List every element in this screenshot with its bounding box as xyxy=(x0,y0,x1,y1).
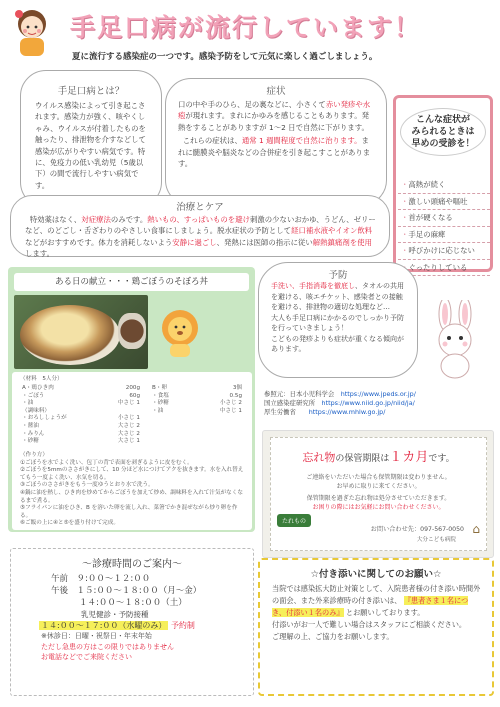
warning-item: ・ 首が硬くなる xyxy=(398,210,490,227)
hours-time: １５:００〜１８:００（月〜金） xyxy=(76,586,202,596)
reference-row xyxy=(264,408,494,417)
warning-item: ・ 呼びかけに応じない xyxy=(398,243,490,260)
lost-badge: たれもの xyxy=(277,514,311,527)
prevention-body xyxy=(259,281,417,355)
soup-cup-image xyxy=(118,313,146,349)
hours-heading: 〜診療時間のご案内〜 xyxy=(82,559,182,570)
care-section xyxy=(10,195,390,257)
care-text: のみです。 xyxy=(110,215,148,224)
closed-days: ※休診日：日曜・祝祭日・年末年始 xyxy=(41,632,152,640)
ingredient-name: ・油 xyxy=(22,400,34,407)
attendant-highlight: 『患者さま１名につき、付添い１名のみ』 xyxy=(272,596,469,617)
symptoms-section xyxy=(165,78,387,206)
hours-label: 午後 xyxy=(51,586,69,596)
rice-bowl-image xyxy=(20,305,120,365)
care-highlight: 解熱鎮痛剤を使用 xyxy=(312,237,372,247)
warning-heading-line: 早めの受診を！ xyxy=(411,139,475,149)
lost-text: お早めに取りに来てください。 xyxy=(336,483,421,490)
care-highlight: 経口補水液やイオン飲料 xyxy=(291,226,373,236)
about-body: ウイルス感染によって引き起こされます。感染力が強く、咳やくしゃみ、ウイルスが付着したものを触ったり、排泄物を介すなどして感染が広がりやすい病気です。特に、免疫力の低い乳幼児（5歳以下）の間で流行しやすい病気です。 xyxy=(35,101,146,190)
hours-row-am xyxy=(51,573,253,585)
hours-label: 午前 xyxy=(51,574,69,584)
reference-org: 国立感染症研究所 xyxy=(264,399,316,407)
lost-heading-period: １カ月 xyxy=(389,450,429,465)
prevention-highlight: 手洗い、手指消毒を徹底し xyxy=(271,282,355,290)
attendant-text: 付添いがお一人で難しい場合はスタッフにご相談ください。 xyxy=(272,620,467,629)
hours-table xyxy=(51,573,253,609)
symptoms-highlight: 通常 1 週間程度で自然に治ります。 xyxy=(241,136,362,146)
ingredient-row xyxy=(22,415,140,423)
warning-item: ・ ぐったりしている xyxy=(398,260,490,277)
reference-link[interactable]: https://www.niid.go.jp/niid/ja/ xyxy=(321,399,415,407)
ingredient-row xyxy=(152,408,242,416)
warning-heading xyxy=(400,108,486,156)
reference-row xyxy=(264,390,494,399)
hours-section xyxy=(10,548,254,696)
ingredient-row xyxy=(22,385,140,393)
prevention-text: 大人も手足口病にかかるのでしっかり予防を行っていきましょう！ xyxy=(271,313,404,332)
recipe-step: ④鍋に油を熱し、ひき肉を炒めてからごぼうを加えて炒め、調味料を入れて汁気がなくなるまで煮る。 xyxy=(20,489,243,504)
care-text: 刺激の少ないおかゆ、うどん、ゼリーなど、のどごし・舌ざわりのやさしい食事にしましょう。脱水症状の予防として xyxy=(25,215,376,236)
symptoms-heading: 症状 xyxy=(266,86,286,97)
lost-items-box xyxy=(270,437,487,551)
symptoms-text: まれに髄膜炎や脳炎などの合併症を引き起こすことがあります。 xyxy=(178,136,371,169)
warning-heading-line: みられるときは xyxy=(411,127,475,137)
lost-text: 保管期限を過ぎた忘れ物は処分させていただきます。 xyxy=(306,495,451,502)
ingredient-amount: 中さじ 1 xyxy=(219,407,242,414)
care-highlight: 熱いもの、すっぱいものを避け xyxy=(147,215,250,224)
prevention-text: こどもの発疹よりも症状が重くなる傾向があります。 xyxy=(271,334,404,353)
symptoms-body-2 xyxy=(166,133,386,169)
ingredient-amount: 大さじ 2 xyxy=(117,430,140,437)
symptoms-text: 口の中や手のひら、足の裏などに、小さくて xyxy=(178,100,326,109)
attendant-body xyxy=(260,580,492,643)
warning-item: ・ 激しい頭痛や嘔吐 xyxy=(398,194,490,211)
reference-org: 厚生労働省 xyxy=(264,408,296,416)
care-text: 特効薬はなく、 xyxy=(29,215,82,224)
ingredient-name: ・食塩 xyxy=(152,392,169,399)
ingredient-row xyxy=(152,400,242,408)
symptoms-body-1 xyxy=(166,97,386,133)
attendant-text: ご理解の上、ご協力をお願いします。 xyxy=(272,632,394,641)
bunny-illustration xyxy=(425,300,487,380)
ingredients-b xyxy=(152,385,242,415)
checkup-note: 予約制 xyxy=(170,621,195,630)
care-body xyxy=(11,213,389,260)
ingredient-row xyxy=(22,423,140,431)
ingredients-a xyxy=(22,385,140,446)
warning-item: ・ 高熱が続く xyxy=(398,177,490,194)
reference-link[interactable]: https://www.jpeds.or.jp/ xyxy=(340,390,416,398)
warning-list xyxy=(398,177,490,276)
care-heading: 治療とケア xyxy=(176,202,224,213)
attendant-heading: ☆付き添いに関してのお願い☆ xyxy=(310,569,442,580)
care-highlight: 安静に過ごし xyxy=(172,237,217,247)
ingredient-name: （調味料） xyxy=(22,407,50,414)
ingredient-name: ・みりん xyxy=(22,430,45,437)
ingredient-name: ・醤油 xyxy=(22,422,39,429)
care-text: します。 xyxy=(25,249,54,259)
urgent-note: ただし急患の方はこの限りではありません xyxy=(41,643,174,651)
recipe-step: ②ごぼうを5mmのささがきにして、10 分ほど水につけてアクを抜きます。水を入れ替えてもう一度よく洗い、水気を切る。 xyxy=(20,467,244,481)
recipe-details xyxy=(12,372,252,530)
reference-label: 参照元： xyxy=(264,390,290,398)
warning-item: ・ 手足の麻痺 xyxy=(398,227,490,244)
care-highlight: 対症療法 xyxy=(81,215,111,224)
reference-link[interactable]: https://www.mhlw.go.jp/ xyxy=(308,408,386,416)
lost-clinic: 大分こども病院 xyxy=(416,537,456,543)
child-illustration xyxy=(10,6,56,58)
ingredient-amount: 3個 xyxy=(232,385,242,391)
recipe-step: ⑥ご飯の上に④と⑤を盛り付けて完成。 xyxy=(20,520,119,527)
checkup-row xyxy=(39,620,253,631)
ingredient-name: A・鶏ひき肉 xyxy=(22,385,54,391)
lost-heading-text: です。 xyxy=(428,454,455,464)
checkup-time: １４:００〜１７:００（水曜のみ） xyxy=(41,621,167,630)
ingredient-name: ・油 xyxy=(152,407,164,414)
attendant-notice xyxy=(258,558,494,696)
about-section xyxy=(20,70,162,208)
urgent-note: お電話などでご来院ください xyxy=(41,653,132,661)
ingredient-name: ・ごぼう xyxy=(22,392,45,399)
lost-text-highlight: お困りの際にはお気軽にお問い合わせください。 xyxy=(312,504,445,511)
reference-org: 日本小児科学会 xyxy=(289,390,335,398)
recipe-step: ①ごぼうを水でよく洗い、包丁の背で表面を剥ぎるように皮をむく。 xyxy=(20,459,193,466)
hours-time: ９:００〜１２:００ xyxy=(76,574,151,584)
recipe-steps xyxy=(20,452,246,528)
ingredient-name: B・卵 xyxy=(152,385,168,391)
lost-items-heading xyxy=(271,446,486,465)
attendant-text: 当院では感染拡大防止対策として、入院患者様の付き添い時間外の面会、また外来診療時の付き添いは、 xyxy=(272,584,481,605)
lost-text: ご連絡をいただいた場合も保管期限は変わりません。 xyxy=(306,474,451,481)
recipe-photo xyxy=(14,295,148,369)
care-text: 、発熱には医師の指示に従い xyxy=(216,237,313,247)
checkup-label: 乳児健診・予防接種 xyxy=(81,610,149,619)
warning-heading-line: こんな症状が xyxy=(415,115,470,125)
attendant-text: とお願いしております。 xyxy=(345,608,425,617)
page-title: 手足口病が流行しています！ xyxy=(70,13,422,42)
symptoms-text: これらの症状は、 xyxy=(182,136,242,146)
prevention-text: 、タオルの共用を避ける、咳エチケット、感染者との接触を避ける、排泄物の適切な処理など… xyxy=(271,282,404,311)
recipe-heading: ある日の献立・・・鶏ごぼうのそぼろ丼 xyxy=(14,273,249,291)
ingredient-row xyxy=(22,400,140,408)
prevention-heading: 予防 xyxy=(328,270,348,281)
ingredient-amount: 大さじ 2 xyxy=(117,422,140,429)
ingredient-amount: 0.5g xyxy=(229,392,242,399)
lost-body xyxy=(271,473,486,512)
ingredient-amount: 60g xyxy=(129,392,140,399)
ingredient-name: ・砂糖 xyxy=(152,400,169,407)
lion-mascot-illustration xyxy=(158,308,202,358)
lost-heading-text: 忘れ物 xyxy=(302,451,336,464)
hours-row-sat xyxy=(51,597,253,609)
prevention-section xyxy=(258,262,418,378)
ingredient-name: ・砂糖 xyxy=(22,438,39,445)
hours-time: １４:００〜１８:００（土） xyxy=(79,598,187,608)
symptoms-text: が現れます。まれにかゆみを感じることもあります。発熱をすることがありますが 1〜2 日で自然に下がります。 xyxy=(178,111,369,132)
symptoms-highlight: 赤い発疹や水疱 xyxy=(178,100,371,121)
house-icon: ⌂ xyxy=(472,522,480,536)
ingredient-amount: 小さじ 1 xyxy=(117,415,140,422)
ingredient-amount: 200g xyxy=(125,385,140,391)
recipe-servings: （材料 5人分） xyxy=(20,376,63,382)
lost-contact: お問い合わせ先：097-567-0050 xyxy=(370,526,464,533)
ingredient-row xyxy=(22,438,140,446)
hours-row-pm xyxy=(51,585,253,597)
ingredient-amount: 大さじ 1 xyxy=(117,438,140,445)
ingredient-name: ・おろししょうが xyxy=(22,415,67,422)
reference-row xyxy=(264,399,494,408)
ingredient-amount: 中さじ 1 xyxy=(117,400,140,407)
ingredient-row xyxy=(152,385,242,393)
ingredient-amount: 小さじ 2 xyxy=(219,400,242,407)
page-subtitle: 夏に流行する感染症の一つです。感染予防をして元気に楽しく過ごしましょう。 xyxy=(72,52,378,62)
reference-links xyxy=(264,390,494,417)
about-heading: 手足口病とは？ xyxy=(57,86,125,97)
lost-heading-text: の保管期限は xyxy=(335,454,390,464)
care-text: などがおすすめです。体力を消耗しないよう xyxy=(25,237,173,247)
recipe-step: ③ごぼうのささがきをもう一度ゆうとおり水で洗う。 xyxy=(20,482,154,489)
recipe-step: ⑤フライパンに油をひき、B を溶いた卵を流し入れ、菜箸でかき混ぜながら炒り卵を作る。 xyxy=(20,505,238,519)
steps-label: （作り方） xyxy=(20,452,48,458)
